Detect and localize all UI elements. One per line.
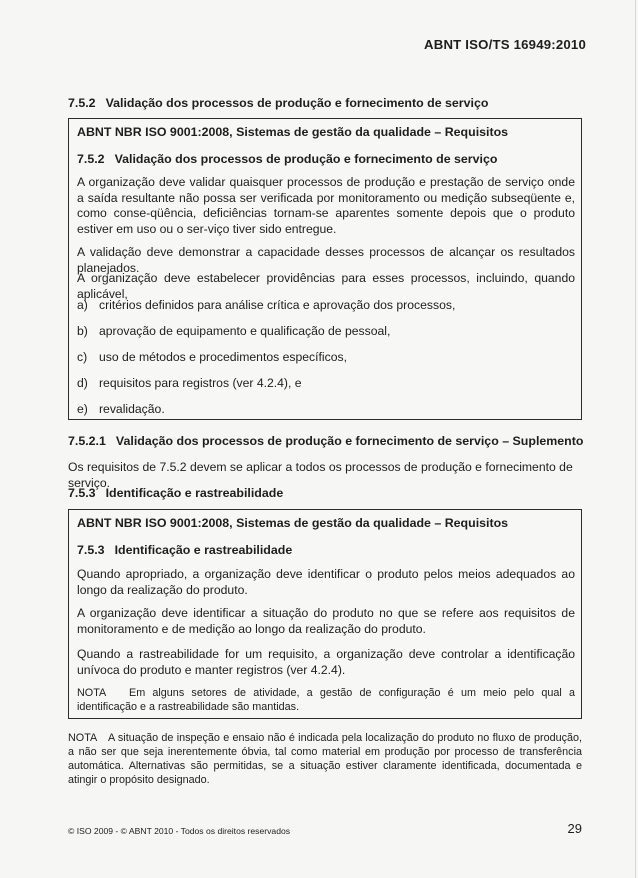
standard-header: ABNT ISO/TS 16949:2010	[424, 37, 586, 52]
page-edge	[635, 0, 636, 878]
section-paragraph: Os requisitos de 7.5.2 devem se aplicar a todos os processos de produção e fornecimento de serviço.	[68, 460, 573, 490]
list-item	[77, 350, 347, 365]
section-title: Validação dos processos de produção e fornecimento de serviço – Suplemento	[115, 434, 584, 448]
box-subheading-number: 7.5.3	[77, 543, 105, 557]
list-item	[77, 402, 165, 417]
box-subheading-title: Validação dos processos de produção e fornecimento de serviço	[114, 152, 498, 166]
quote-box-iso9001-7-5-3	[68, 509, 582, 719]
section-heading-7-5-2	[68, 96, 488, 110]
list-letter: c)	[77, 350, 88, 364]
section-title: Validação dos processos de produção e fornecimento de serviço	[105, 96, 489, 110]
list-item	[77, 376, 302, 391]
footer-copyright: © ISO 2009 - © ABNT 2010 - Todos os direitos reservados	[68, 826, 291, 836]
list-text: requisitos para registros (ver 4.2.4), e	[99, 376, 302, 390]
section-number: 7.5.2.1	[68, 434, 106, 448]
list-item	[77, 298, 455, 313]
list-letter: a)	[77, 298, 88, 312]
page-number: 29	[567, 821, 582, 836]
box-paragraph: A organização deve identificar a situação do produto no que se refere aos requisitos de monitoramento e de medição ao longo da realização do produto.	[77, 606, 575, 636]
box-subheading-title: Identificação e rastreabilidade	[114, 543, 293, 557]
section-number: 7.5.2	[68, 96, 96, 110]
box-note	[77, 686, 575, 714]
note-tag: NOTA	[77, 687, 107, 699]
section-number: 7.5.3	[68, 486, 96, 500]
section-heading-7-5-2-1	[68, 434, 583, 448]
box-paragraph: Quando apropriado, a organização deve identificar o produto pelos meios adequados ao longo da realização do produto.	[77, 567, 575, 597]
list-item	[77, 324, 390, 339]
box-subheading	[77, 152, 497, 166]
note-text: Em alguns setores de atividade, a gestão de configuração é um meio pelo qual a identificação e a rastreabilidade são mantidas.	[77, 687, 575, 713]
list-text: uso de métodos e procedimentos específicos,	[99, 350, 347, 364]
note-text: A situação de inspeção e ensaio não é indicada pela localização do produto no fluxo de produção, a não ser que seja inerentemente óbvia, tal como material em produção por processo de transferência automática. Alternativas são permitidas, se a situação estiver claramente identificada, documentada e atingir o propósito designado.	[68, 732, 582, 786]
list-text: aprovação de equipamento e qualificação de pessoal,	[99, 324, 391, 338]
list-letter: d)	[77, 376, 88, 390]
section-heading-7-5-3	[68, 486, 283, 500]
list-text: revalidação.	[99, 402, 165, 416]
box-subheading-number: 7.5.2	[77, 152, 105, 166]
box-paragraph: Quando a rastreabilidade for um requisito, a organização deve controlar a identificação unívoca do produto e manter registros (ver 4.2.4).	[77, 647, 575, 677]
section-title: Identificação e rastreabilidade	[105, 486, 284, 500]
box-paragraph: A organização deve validar quaisquer processos de produção e prestação de serviço onde a saída resultante não possa ser verificada por monitoramento ou medição subseqüente e, como conse-qüência, deficiências tornam-se aparentes somente depois que o produto estiver em uso ou o ser-viço tiver sido entregue.	[77, 175, 575, 236]
list-letter: e)	[77, 402, 88, 416]
bottom-note	[68, 731, 582, 787]
box-title: ABNT NBR ISO 9001:2008, Sistemas de gestão da qualidade – Requisitos	[77, 516, 509, 530]
note-tag: NOTA	[68, 732, 98, 744]
box-title: ABNT NBR ISO 9001:2008, Sistemas de gestão da qualidade – Requisitos	[77, 125, 509, 139]
list-text: critérios definidos para análise crítica e aprovação dos processos,	[99, 298, 456, 312]
box-paragraph: A validação deve demonstrar a capacidade desses processos de alcançar os resultados planejados.	[77, 245, 575, 275]
box-subheading	[77, 543, 292, 557]
quote-box-iso9001-7-5-2	[68, 118, 582, 420]
list-letter: b)	[77, 324, 88, 338]
box-paragraph: A organização deve estabelecer providências para esses processos, incluindo, quando aplicável,	[77, 271, 575, 301]
